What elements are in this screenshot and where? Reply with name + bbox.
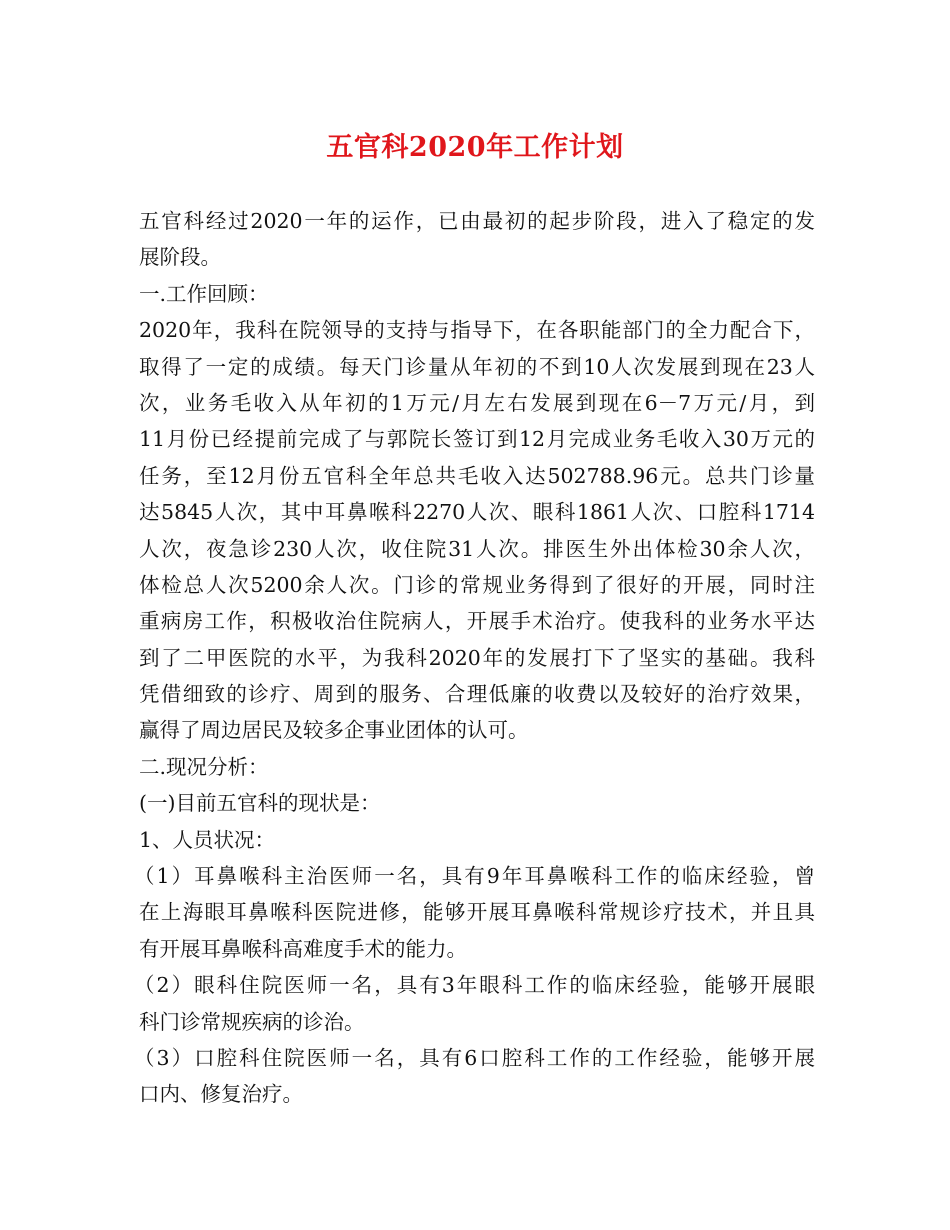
body-line: 在上海眼耳鼻喉科医院进修，能够开展耳鼻喉科常规诊疗技术，并且具 [139,900,815,925]
body-line: 展阶段。 [139,245,221,270]
body-line: 达5845人次，其中耳鼻喉科2270人次、眼科1861人次、口腔科1714 [139,500,815,525]
body-line: 11月份已经提前完成了与郭院长签订到12月完成业务毛收入30万元的 [139,427,815,452]
body-line: 口内、修复治疗。 [139,1082,303,1107]
body-line: 重病房工作，积极收治住院病人，开展手术治疗。使我科的业务水平达 [139,609,815,634]
document-body [134,203,815,1113]
body-line: 一.工作回顾： [139,281,269,306]
body-line: 有开展耳鼻喉科高难度手术的能力。 [139,936,467,961]
body-line: 赢得了周边居民及较多企事业团体的认可。 [139,718,529,743]
body-line: 1、人员状况： [139,827,276,852]
body-line: 任务，至12月份五官科全年总共毛收入达502788.96元。总共门诊量 [139,463,815,488]
document-title: 五官科2020年工作计划 [326,132,624,163]
body-line: 取得了一定的成绩。每天门诊量从年初的不到10人次发展到现在23人 [139,354,815,379]
body-line: 到了二甲医院的水平，为我科2020年的发展打下了坚实的基础。我科 [139,645,815,670]
body-line: 科门诊常规疾病的诊治。 [139,1009,365,1034]
body-line: 人次，夜急诊230人次，收住院31人次。排医生外出体检30余人次， [139,536,815,561]
body-line: （1）耳鼻喉科主治医师一名，具有9年耳鼻喉科工作的临床经验，曾 [134,864,815,889]
body-line: 二.现况分析： [139,754,269,779]
body-line: 次，业务毛收入从年初的1万元/月左右发展到现在6－7万元/月，到 [139,390,815,415]
body-line: 2020年，我科在院领导的支持与指导下，在各职能部门的全力配合下， [139,318,815,343]
body-line: （2）眼科住院医师一名，具有3年眼科工作的临床经验，能够开展眼 [134,973,815,998]
body-line: 五官科经过2020一年的运作，已由最初的起步阶段，进入了稳定的发 [139,209,815,233]
body-line: (一)目前五官科的现状是： [139,791,381,816]
body-line: （3）口腔科住院医师一名，具有6口腔科工作的工作经验，能够开展 [134,1045,815,1070]
body-line: 凭借细致的诊疗、周到的服务、合理低廉的收费以及较好的治疗效果， [139,682,815,707]
body-line: 体检总人次5200余人次。门诊的常规业务得到了很好的开展，同时注 [139,572,815,597]
